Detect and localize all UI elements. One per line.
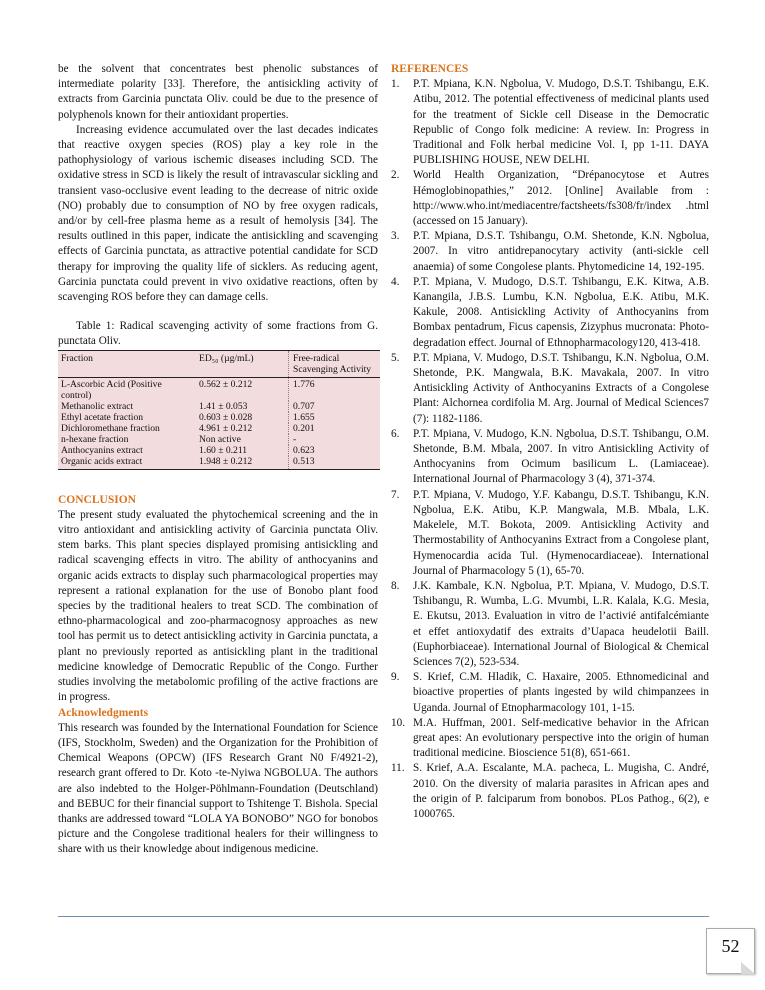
cell-ed50: 1.60 ± 0.211 bbox=[196, 445, 289, 456]
reference-text: P.T. Mpiana, V. Mudogo, D.S.T. Tshibangu, E.K. Kitwa, A.B. Kanangila, J.B.S. Lumbu, K.N. Ngbolua, E.K. Atibu, M.K. Kakule, 2008. Antisickling Activity of Anthocyanins from Bombax pentadrum, Ficus capensis, Zizyphus mucronata: Photo-degradation effect. Journal of Ethnopharmacology120, 413-418. bbox=[413, 275, 709, 349]
table-header-row bbox=[58, 350, 380, 377]
acknowledgments-heading: Acknowledgments bbox=[58, 706, 149, 719]
references-heading: REFERENCES bbox=[391, 63, 469, 75]
cell-activity: 0.513 bbox=[289, 456, 381, 470]
cell-fraction: Anthocyanins extract bbox=[61, 444, 143, 456]
reference-text: J.K. Kambale, K.N. Ngbolua, P.T. Mpiana, V. Mudogo, D.S.T. Tshibangu, R. Wumba, L.G. Mvumbi, L.R. Kalala, K.G. Mesia, E. Ekutsu, 2013. Evaluation in vitro de l’activié antifalcémiante et effet antioxydatif des extraits d’Uapaca heudelotii Baill. (Euphorbiaceae). International Journal of Biological & Chemical Sciences 7(2), 523-534. bbox=[413, 579, 709, 668]
table-row bbox=[58, 377, 380, 401]
table-row bbox=[58, 401, 380, 412]
reference-text: M.A. Huffman, 2001. Self-medicative behavior in the African great apes: An evolutionary perspective into the origin of human traditional medicine. Bioscience 51(8), 651-661. bbox=[413, 716, 709, 760]
conclusion-text: The present study evaluated the phytochemical screening and the in vitro antioxidant and antisickling activity of Garcinia punctata Oliv. stem barks. This plant species displayed promising antisickling and radical scavenging effects in vitro. The ability of anthocyanins and organic acids extracts to display such pharmacological properties may represent a rational explanation for the use of Bonobo plant food species by the traditional healers to treat SCD. The combination of ethno-pharmacological and zoo-pharmacognosy approaches as new tool has permit us to detect antisickling activity in Garcinia punctata, a plant no previously reported as antisickling plant in the traditional medicine knowledge of Democratic Republic of the Congo. Further studies involving the metabolomic profiling of the active fractions are in progress. bbox=[58, 508, 378, 704]
reference-number: 1. bbox=[391, 78, 400, 91]
reference-number: 8. bbox=[391, 579, 400, 592]
reference-text: P.T. Mpiana, V. Mudogo, D.S.T. Tshibangu, K.N. Ngbolua, O.M. Shetonde, P.K. Mangwala, B.K. Mavakala, 2007. In vitro Antisickling Activity of Anthocyanins Extracts of a Congolese Plant: Alchornea cordifolia M. Arg. Journal of Medical Sciences7 (7): 1182-1186. bbox=[413, 351, 709, 425]
reference-item bbox=[391, 275, 709, 351]
page-number-box bbox=[706, 928, 755, 974]
reference-item bbox=[391, 670, 709, 716]
acknowledgments-text: This research was founded by the International Foundation for Science (IFS, Stockholm, Sweden) and the Organization for the Prohibition of Chemical Weapons (OPCW) (IFS Research Grant N0 F/4921-2), research grant offered to Dr. Koto -te-Nyiwa NGBOLUA. The authors are also indebted to the Holger-Pöhlmann-Foundation (Deutschland) and BEBUC for their financial support to Tshitenge T. Bishola. Special thanks are addressed toward “LOLA YA BONOBO” NGO for bonobos picture and the Congolese traditional healers for their willingness to share with us their knowledge about indigenous medicine. bbox=[58, 721, 378, 856]
reference-item bbox=[391, 351, 709, 427]
cell-ed50: Non active bbox=[196, 434, 289, 445]
paragraph-1: be the solvent that concentrates best phenolic substances of intermediate polarity [33]. Therefore, the antisickling activity of extracts from Garcinia punctata Oliv. could be due to the presence of polyphenols known for their antioxidant properties. bbox=[58, 63, 378, 121]
header-ed50: ED₅₀ (µg/mL) bbox=[196, 350, 289, 377]
cell-fraction: Dichloromethane fraction bbox=[61, 422, 160, 434]
reference-text: P.T. Mpiana, V. Mudogo, K.N. Ngbolua, D.S.T. Tshibangu, O.M. Shetonde, B.M. Mbala, 2007. In vitro Antisickling Activity of Anthocyanins from Ocimum basilicum L. (Lamiaceae). International Journal of Pharmacology 3 (4), 371-374. bbox=[413, 427, 709, 486]
reference-number: 7. bbox=[391, 488, 400, 501]
reference-item bbox=[391, 427, 709, 488]
cell-activity: 0.623 bbox=[293, 444, 315, 456]
cell-ed50: 0.603 ± 0.028 bbox=[196, 412, 289, 423]
cell-activity: - bbox=[293, 433, 297, 445]
cell-ed50: 1.948 ± 0.212 bbox=[196, 456, 289, 470]
cell-fraction: L-Ascorbic Acid (Positive control) bbox=[61, 378, 162, 401]
reference-item bbox=[391, 761, 709, 822]
reference-item bbox=[391, 579, 709, 670]
page-number: 52 bbox=[721, 936, 740, 956]
header-activity: Free-radical Scavenging Activity bbox=[289, 350, 381, 377]
reference-text: P.T. Mpiana, D.S.T. Tshibangu, O.M. Shetonde, K.N. Ngbolua, 2007. In vitro antidrepanocytary activity (anti-sickle cell anaemia) of some Congolese plants. Phytomedicine 14, 192-195. bbox=[413, 230, 709, 273]
cell-ed50: 1.41 ± 0.053 bbox=[196, 401, 289, 412]
reference-text: S. Krief, C.M. Hladik, C. Haxaire, 2005. Ethnomedicinal and bioactive properties of plants ingested by wild chimpanzees in Uganda. Journal of Etnopharmacology 101, 1-15. bbox=[413, 671, 709, 714]
reference-number: 9. bbox=[391, 671, 400, 684]
cell-fraction: Ethyl acetate fraction bbox=[61, 411, 144, 423]
scavenging-table bbox=[58, 350, 380, 470]
reference-item bbox=[391, 229, 709, 275]
cell-fraction: Organic acids extract bbox=[58, 456, 196, 470]
reference-text: P.T. Mpiana, V. Mudogo, Y.F. Kabangu, D.S.T. Tshibangu, K.N. Ngbolua, E.K. Atibu, K.P. Mangwala, M.B. Mbala, L.K. Makelele, M.T. Bokota, 2009. Antisickling Activity and Thermostability of Anthocyanins Extract from a Congolese plant, Hymenocardia acida Tul. (Hymenocardiaceae). International Journal of Pharmacology 5 (1), 65-70. bbox=[413, 488, 709, 577]
right-column bbox=[391, 62, 709, 822]
table-row bbox=[58, 445, 380, 456]
reference-number: 3. bbox=[391, 230, 400, 243]
reference-item bbox=[391, 77, 709, 168]
reference-text: S. Krief, A.A. Escalante, M.A. pacheca, L. Mugisha, C. André, 2010. On the diversity of malaria parasites in African apes and the origin of P. falciparum from bonobos. PLos Pathog., 6(2), e 1000765. bbox=[413, 762, 709, 820]
header-fraction: Fraction bbox=[58, 350, 196, 377]
cell-activity: 0.201 bbox=[293, 422, 315, 434]
cell-activity: 1.776 bbox=[293, 378, 315, 390]
reference-text: P.T. Mpiana, K.N. Ngbolua, V. Mudogo, D.S.T. Tshibangu, E.K. Atibu, 2012. The potential effectiveness of medicinal plants used for the treatment of Sickle cell Disease in the Democratic Republic of Congo folk medicine: A review. In: Progress in Traditional and Folk herbal medicine Vol. I, pp 1-11. DAYA PUBLISHING HOUSE, NEW DELHI. bbox=[413, 78, 709, 167]
table-row bbox=[58, 456, 380, 470]
table-caption: Table 1: Radical scavenging activity of some fractions from G. punctata Oliv. bbox=[58, 320, 378, 348]
cell-ed50: 0.562 ± 0.212 bbox=[196, 377, 289, 401]
table-row bbox=[58, 434, 380, 445]
cell-fraction: n-hexane fraction bbox=[61, 433, 129, 445]
conclusion-heading: CONCLUSION bbox=[58, 493, 136, 506]
reference-item bbox=[391, 168, 709, 229]
cell-fraction: Methanolic extract bbox=[61, 400, 134, 412]
reference-text: World Health Organization, “Drépanocytose et Autres Hémoglobinopathies,” 2012. [Online] Available from : http://www.who.int/mediacentre/factsheets/fs308/fr/index .html (accessed on 15 January). bbox=[413, 169, 709, 228]
cell-activity: 1.655 bbox=[293, 411, 315, 423]
footer-rule bbox=[58, 916, 709, 917]
reference-list bbox=[391, 77, 709, 822]
left-column bbox=[58, 62, 378, 858]
reference-item bbox=[391, 716, 709, 762]
table-row bbox=[58, 412, 380, 423]
reference-number: 11. bbox=[391, 762, 405, 775]
cell-activity: 0.707 bbox=[293, 400, 315, 412]
reference-number: 5. bbox=[391, 351, 400, 364]
reference-number: 6. bbox=[391, 427, 400, 440]
page-curl-decoration bbox=[741, 962, 755, 974]
reference-number: 10. bbox=[391, 716, 405, 729]
cell-ed50: 4.961 ± 0.212 bbox=[196, 423, 289, 434]
paragraph-2: Increasing evidence accumulated over the last decades indicates that reactive oxygen species (ROS) play a key role in the pathophysiology of various ischemic diseases including SCD. The oxidative stress in SCD is likely the result of intravascular sickling and transient vaso-occlusive event leading to the decrease of nitric oxide (NO) probably due to consumption of NO by free oxygen radicals, and/or by cell-free plasma heme as a result of hemolysis [34]. The results outlined in this paper, indicate the antisickling and scavenging effects of Garcinia punctata, as attractive potential candidate for SCD therapy for improving the quality life of sicklers. As reducing agent, Garcinia punctata could prevent in vivo oxidative reactions, often by scavenging ROS before they can damage cells. bbox=[58, 123, 378, 304]
reference-number: 2. bbox=[391, 169, 400, 182]
reference-item bbox=[391, 488, 709, 579]
reference-number: 4. bbox=[391, 275, 400, 288]
table-row bbox=[58, 423, 380, 434]
